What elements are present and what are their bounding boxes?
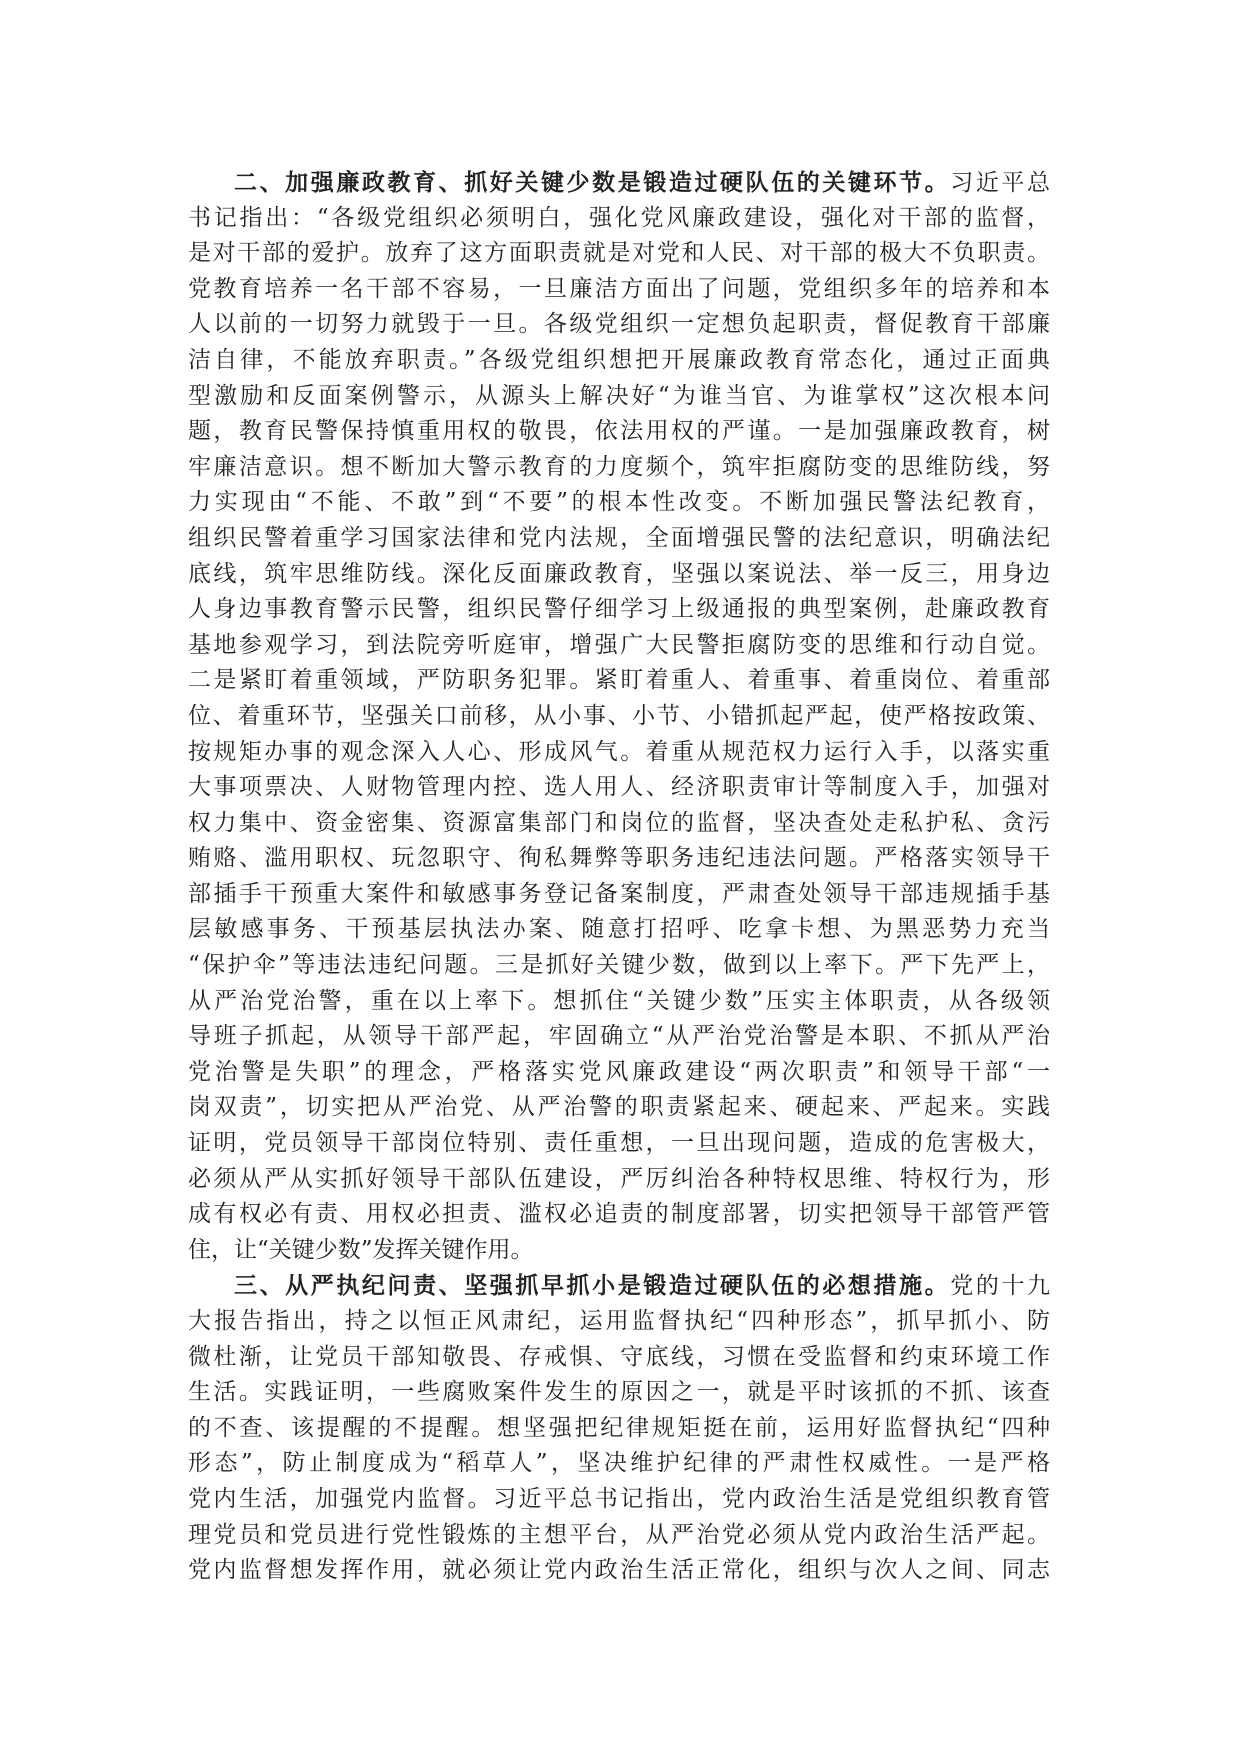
paragraph-line: 证明，党员领导干部岗位特别、责任重想，一旦出现问题，造成的危害极大，: [188, 1130, 1050, 1157]
paragraph-line: 二是紧盯着重领域，严防职务犯罪。紧盯着重人、着重事、着重岗位、着重部: [188, 667, 1050, 694]
paragraph-line: 的不查、该提醒的不提醒。想坚强把纪律规矩挺在前，运用好监督执纪“四种: [188, 1414, 1050, 1441]
paragraph-line: 形态”，防止制度成为“稻草人”，坚决维护纪律的严肃性权威性。一是严格: [188, 1450, 1050, 1477]
paragraph-line: 生活。实践证明，一些腐败案件发生的原因之一，就是平时该抓的不抓、该查: [188, 1379, 1050, 1406]
paragraph-line: 从严治党治警，重在以上率下。想抓住“关键少数”压实主体职责，从各级领: [188, 987, 1050, 1014]
paragraph-line: 基地参观学习，到法院旁听庭审，增强广大民警拒腐防变的思维和行动自觉。: [188, 631, 1050, 658]
paragraph-line: 岗双责”，切实把从严治党、从严治警的职责紧起来、硬起来、严起来。实践: [188, 1094, 1050, 1121]
paragraph-line: 牢廉洁意识。想不断加大警示教育的力度频个，筑牢拒腐防变的思维防线，努: [188, 453, 1050, 480]
paragraph-line: “保护伞”等违法违纪问题。三是抓好关键少数，做到以上率下。严下先严上，: [188, 952, 1050, 979]
paragraph-line: 党内监督想发挥作用，就必须让党内政治生活正常化，组织与次人之间、同志: [188, 1557, 1050, 1584]
paragraph-line: 组织民警着重学习国家法律和党内法规，全面增强民警的法纪意识，明确法纪: [188, 524, 1050, 551]
paragraph-line: 底线，筑牢思维防线。深化反面廉政教育，坚强以案说法、举一反三，用身边: [188, 560, 1050, 587]
paragraph-line: 位、着重环节，坚强关口前移，从小事、小节、小错抓起严起，使严格按政策、: [188, 702, 1050, 729]
paragraph-line: 党内生活，加强党内监督。习近平总书记指出，党内政治生活是党组织教育管: [188, 1485, 1050, 1512]
paragraph-2: [188, 165, 1050, 1268]
paragraph-line: 人以前的一切努力就毁于一旦。各级党组织一定想负起职责，督促教育干部廉: [188, 311, 1050, 338]
paragraph-line: 是对干部的爱护。放弃了这方面职责就是对党和人民、对干部的极大不负职责。: [188, 240, 1050, 267]
paragraph-line: 人身边事教育警示民警，组织民警仔细学习上级通报的典型案例，赴廉政教育: [188, 596, 1050, 623]
paragraph-line: 部插手干预重大案件和敏感事务登记备案制度，严肃查处领导干部违规插手基: [188, 880, 1050, 907]
paragraph-line: 题，教育民警保持慎重用权的敬畏，依法用权的严谨。一是加强廉政教育，树: [188, 418, 1050, 445]
paragraph-text: 习近平总: [950, 170, 1051, 196]
section-heading: 三、从严执纪问责、坚强抓早抓小是锻造过硬队伍的必想措施。: [234, 1272, 951, 1300]
paragraph-line: 大事项票决、人财物管理内控、选人用人、经济职责审计等制度入手，加强对: [188, 774, 1050, 801]
paragraph-line: 大报告指出，持之以恒正风肃纪，运用监督执纪“四种形态”，抓早抓小、防: [188, 1308, 1050, 1334]
paragraph-line: 权力集中、资金密集、资源富集部门和岗位的监督，坚决查处走私护私、贪污: [188, 809, 1050, 836]
paragraph-line: 党治警是失职”的理念，严格落实党风廉政建设“两次职责”和领导干部“一: [188, 1058, 1050, 1085]
paragraph-line: 层敏感事务、干预基层执法办案、随意打招呼、吃拿卡想、为黑恶势力充当: [188, 916, 1050, 943]
paragraph-line: 洁自律，不能放弃职责。”各级党组织想把开展廉政教育常态化，通过正面典: [188, 346, 1050, 373]
paragraph-line: [188, 165, 1050, 201]
paragraph-line: 导班子抓起，从领导干部严起，牢固确立“从严治党治警是本职、不抓从严治: [188, 1023, 1050, 1050]
paragraph-line: 必须从严从实抓好领导干部队伍建设，严厉纠治各种特权思维、特权行为，形: [188, 1165, 1050, 1192]
document-page: [188, 165, 1050, 1589]
paragraph-line: 按规矩办事的观念深入人心、形成风气。着重从规范权力运行入手，以落实重: [188, 738, 1050, 765]
paragraph-line: 型激励和反面案例警示，从源头上解决好“为谁当官、为谁掌权”这次根本问: [188, 382, 1050, 409]
paragraph-text: 党的十九: [950, 1273, 1051, 1300]
paragraph-line: 书记指出：“各级党组织必须明白，强化党风廉政建设，强化对干部的监督，: [188, 204, 1050, 231]
paragraph-line: 成有权必有责、用权必担责、滥权必追责的制度部署，切实把领导干部管严管: [188, 1201, 1050, 1228]
paragraph-3: [188, 1268, 1050, 1588]
paragraph-line: [188, 1268, 1050, 1304]
paragraph-line: 贿赂、滥用职权、玩忽职守、徇私舞弊等职务违纪违法问题。严格落实领导干: [188, 845, 1050, 872]
paragraph-line-last: 住，让“关键少数”发挥关键作用。: [188, 1236, 534, 1263]
paragraph-line: 理党员和党员进行党性锻炼的主想平台，从严治党必须从党内政治生活严起。: [188, 1521, 1050, 1548]
paragraph-line: 微杜渐，让党员干部知敬畏、存戒惧、守底线，习惯在受监督和约束环境工作: [188, 1343, 1050, 1370]
paragraph-line: 党教育培养一名干部不容易，一旦廉洁方面出了问题，党组织多年的培养和本: [188, 275, 1050, 302]
section-heading: 二、加强廉政教育、抓好关键少数是锻造过硬队伍的关键环节。: [234, 169, 951, 196]
paragraph-line: 力实现由“不能、不敢”到“不要”的根本性改变。不断加强民警法纪教育，: [188, 489, 1050, 516]
